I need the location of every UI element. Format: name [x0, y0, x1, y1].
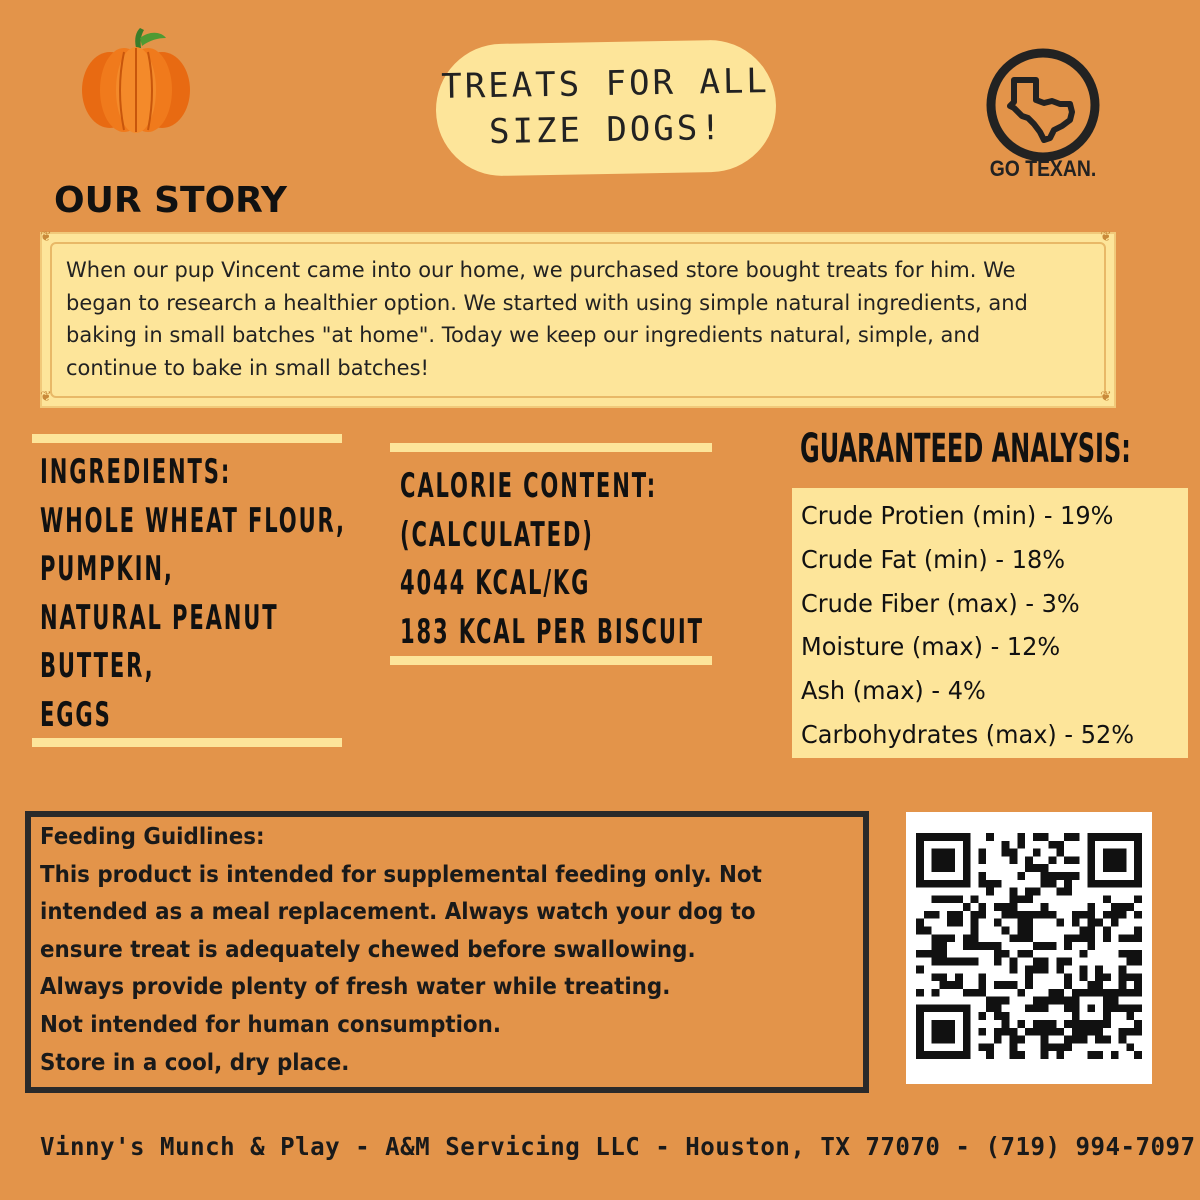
story-line: When our pup Vincent came into our home, we purchased store bought treats for him. We	[66, 258, 1016, 282]
story-line: continue to bake in small batches!	[66, 355, 429, 380]
analysis-item: Crude Fat (min) - 18%	[801, 544, 1066, 574]
footer-contact: Vinny's Munch & Play - A&M Servicing LLC - Houston, TX 77070 - (719) 994-7097	[40, 1132, 1196, 1161]
calorie-block	[400, 462, 747, 656]
headline-line-2: SIZE DOGS!	[488, 107, 725, 153]
go-texan-label: GO TEXAN.	[989, 156, 1097, 181]
feeding-line: intended as a meal replacement. Always watch your dog to	[40, 899, 756, 926]
ingredient-item: NATURAL PEANUT	[40, 597, 279, 638]
analysis-item: Ash (max) - 4%	[801, 676, 986, 706]
ornament-icon: ❦	[1100, 229, 1112, 245]
ingredient-item: PUMPKIN,	[40, 549, 174, 589]
analysis-item: Carbohydrates (max) - 52%	[801, 719, 1135, 749]
analysis-item: Moisture (max) - 12%	[801, 632, 1061, 662]
headline-bubble	[435, 39, 777, 177]
feeding-line: This product is intended for supplemental feeding only. Not	[40, 861, 762, 888]
feeding-line: Store in a cool, dry place.	[40, 1049, 350, 1076]
calorie-line: (CALCULATED)	[400, 514, 594, 555]
analysis-heading: GUARANTEED ANALYSIS:	[800, 426, 1131, 472]
pumpkin-icon	[80, 26, 192, 136]
calorie-line: 4044 KCAL/KG	[400, 563, 591, 603]
texas-logo-icon	[984, 46, 1102, 164]
divider-bar	[32, 738, 342, 747]
ingredients-heading: INGREDIENTS:	[40, 452, 232, 492]
feeding-line: Not intended for human consumption.	[40, 1011, 501, 1038]
ingredient-item: WHOLE WHEAT FLOUR,	[40, 500, 346, 541]
ornament-icon: ❦	[1100, 389, 1112, 405]
feeding-line: ensure treat is adequately chewed before swallowing.	[40, 936, 696, 963]
ingredients-block	[40, 448, 387, 739]
analysis-item: Crude Fiber (max) - 3%	[801, 588, 1080, 618]
feeding-line: Always provide plenty of fresh water while treating.	[40, 974, 671, 1001]
story-line: began to research a healthier option. We started with using simple natural ingredients, and	[66, 290, 1028, 315]
divider-bar	[32, 434, 342, 443]
calorie-line: CALORIE CONTENT:	[400, 466, 658, 506]
analysis-item: Crude Protien (min) - 19%	[801, 501, 1114, 530]
divider-bar	[390, 443, 712, 452]
ingredient-item: EGGS	[40, 694, 112, 735]
story-text	[66, 254, 1106, 384]
divider-bar	[390, 656, 712, 665]
ornament-icon: ❦	[40, 229, 52, 245]
calorie-line: 183 KCAL PER BISCUIT	[400, 611, 704, 652]
ingredient-item: BUTTER,	[40, 646, 155, 686]
feeding-heading: Feeding Guidlines:	[40, 824, 265, 850]
qr-code-icon[interactable]	[916, 833, 1142, 1059]
story-heading: OUR STORY	[54, 180, 287, 221]
ornament-icon: ❦	[40, 389, 52, 405]
headline-line-1: TREATS FOR ALL	[440, 61, 771, 107]
feeding-text	[40, 819, 870, 1082]
analysis-list	[801, 494, 1191, 757]
story-line: baking in small batches "at home". Today we keep our ingredients natural, simple, and	[66, 323, 981, 347]
